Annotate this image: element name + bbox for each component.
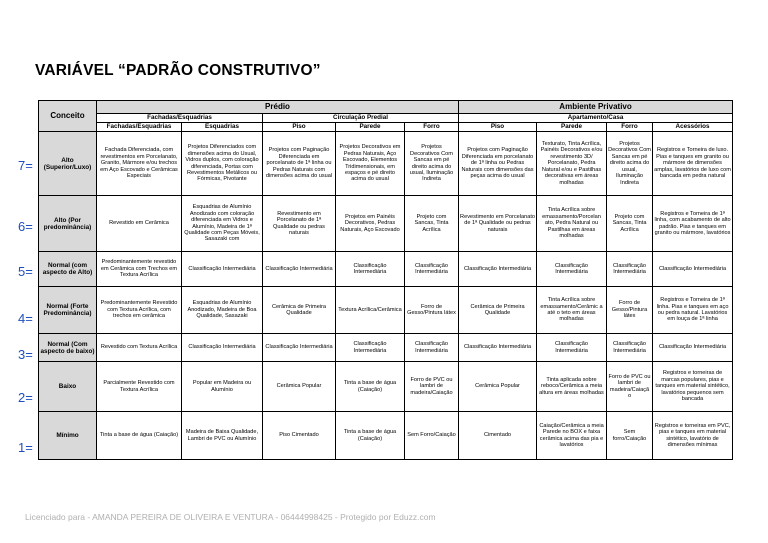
table-cell: Tinta a base de água (Caiação) bbox=[336, 362, 405, 412]
table-cell: Registros e Torneira de luxo. Pias e tanques em granito ou mármore de dimensões amplas, lavatórios de luxo com bancada em pedra natural bbox=[653, 132, 733, 196]
table-cell: Registros e torneiras de marcas populares, pias e tanques em material sintético, lavatórios pequenos sem bancada bbox=[653, 362, 733, 412]
table-cell: Revestimento em Porcelanato de 1ª Qualidade ou pedras naturais bbox=[263, 196, 336, 252]
table-row bbox=[39, 287, 733, 334]
rating-marker: 4= bbox=[18, 311, 33, 326]
table-cell: Tinta Acrílica sobre emassamento/Cerâmic a até o teto em áreas molhadas bbox=[537, 287, 607, 334]
table-row bbox=[39, 362, 733, 412]
table-cell: Parcialmente Revestido com Textura Acrílica bbox=[97, 362, 182, 412]
table-cell: Classificação Intermediária bbox=[607, 334, 653, 362]
table-cell: Projetos Decorativos Com Sancas em pé direito acima do usual, Iluminação Indireta bbox=[405, 132, 459, 196]
table-cell: Classificação Intermediária bbox=[653, 334, 733, 362]
table-cell: Projetos Diferenciados com dimensões acima do Usual, Vidros duplos, com coloração diferenciada, Portas com Revestimentos Metálicos ou Fórmicas, Pivotante bbox=[182, 132, 263, 196]
table-cell: Sem Forro/Caiação bbox=[405, 412, 459, 460]
table-cell: Registros e torneiras em PVC, pias e tanques em material sintético, lavatório de dimensões mínimas bbox=[653, 412, 733, 460]
row-label: Normal (Com aspecto de baixo) bbox=[39, 334, 97, 362]
table-cell: Cerâmica de Primeira Qualidade bbox=[459, 287, 537, 334]
apartamento-group-header: Apartamento/Casa bbox=[459, 114, 733, 123]
row-label: Normal (Forte Predominância) bbox=[39, 287, 97, 334]
table-cell: Revestido em Cerâmica bbox=[97, 196, 182, 252]
table-cell: Madeira de Baixa Qualidade, Lambri de PVC ou Alumínio bbox=[182, 412, 263, 460]
column-header: Piso bbox=[263, 123, 336, 132]
table-cell: Textura Acrílica/Cerâmica bbox=[336, 287, 405, 334]
table-cell: Classificação Intermediária bbox=[653, 252, 733, 287]
table-cell: Forro de Gesso/Pintura látex bbox=[607, 287, 653, 334]
table-cell: Classificação Intermediária bbox=[459, 252, 537, 287]
table-cell: Cimentado bbox=[459, 412, 537, 460]
table-cell: Classificação Intermediária bbox=[459, 334, 537, 362]
table-cell: Projetos Decorativos em Pedras Naturais, Aço Escovado, Elementos Tridimensionais, em espaços e pé direito acima do usual bbox=[336, 132, 405, 196]
table-cell: Sem forro/Caiação bbox=[607, 412, 653, 460]
table-cell: Classificação Intermediária bbox=[607, 252, 653, 287]
column-header: Acessórios bbox=[653, 123, 733, 132]
license-footer: Licenciado para - AMANDA PEREIRA DE OLIVEIRA E VENTURA - 06444998425 - Protegido por Eduzz.com bbox=[25, 512, 436, 522]
ambiente-header: Ambiente Privativo bbox=[459, 101, 733, 114]
table-cell: Forro de PVC ou lambri de madeira/Caiaçã o bbox=[607, 362, 653, 412]
column-header: Forro bbox=[405, 123, 459, 132]
table-cell: Popular em Madeira ou Alumínio bbox=[182, 362, 263, 412]
row-label: Alto (Por predominância) bbox=[39, 196, 97, 252]
table-cell: Fachada Diferenciada, com revestimentos em Porcelanato, Granito, Mármore e/ou trechos em Aço Escovado e Cerâmicas Especiais bbox=[97, 132, 182, 196]
rating-marker: 3= bbox=[18, 347, 33, 362]
table-cell: Projeto com Sancas, Tinta Acrílica bbox=[607, 196, 653, 252]
table-cell: Revestimento em Porcelanato de 1ª Qualidade ou pedras naturais bbox=[459, 196, 537, 252]
table-cell: Classificação Intermediária bbox=[405, 334, 459, 362]
table-row bbox=[39, 334, 733, 362]
table-cell: Cerâmica Popular bbox=[263, 362, 336, 412]
table-cell: Predominantemente Revestido com Textura Acrílica, com trechos em cerâmica bbox=[97, 287, 182, 334]
conceito-header: Conceito bbox=[39, 101, 97, 132]
row-label: Alto (Superior/Luxo) bbox=[39, 132, 97, 196]
column-header: Parede bbox=[336, 123, 405, 132]
column-header: Fachadas/Esquadrias bbox=[97, 123, 182, 132]
table-cell: Esquadrias de Alumínio Anodizado com coloração diferenciada em Vidros e Alumínio, Madeira de 1ª Qualidade com Peças Móveis, Sasazaki com bbox=[182, 196, 263, 252]
table-cell: Projetos com Paginação Diferenciada em porcelanato de 1ª linha ou Pedras Naturais com dimensões acima do usual bbox=[263, 132, 336, 196]
rating-marker: 7= bbox=[18, 158, 33, 173]
table-row bbox=[39, 252, 733, 287]
table-cell: Projetos com Paginação Diferenciada em porcelanato de 1ª linha ou Pedras Naturais com dimensões das peças acima do usual bbox=[459, 132, 537, 196]
table-cell: Classificação Intermediária bbox=[182, 334, 263, 362]
table-cell: Tinta a base de água (Caiação) bbox=[336, 412, 405, 460]
table-cell: Cerâmica Popular bbox=[459, 362, 537, 412]
rating-marker: 6= bbox=[18, 219, 33, 234]
table-cell: Classificação Intermediária bbox=[537, 252, 607, 287]
table-cell: Tinta a base de água (Caiação) bbox=[97, 412, 182, 460]
table-row bbox=[39, 132, 733, 196]
table-cell: Projeto com Sancas, Tinta Acrílica bbox=[405, 196, 459, 252]
column-header: Piso bbox=[459, 123, 537, 132]
table-cell: Classificação Intermediária bbox=[182, 252, 263, 287]
table-cell: Texturato, Tinta Acrílica, Painéis Decorativos e/ou revestimento 3D/ Porcelanato, Pedra Natural e/ou e Pastilhas decorativas em áreas molhadas bbox=[537, 132, 607, 196]
table-cell: Classificação Intermediária bbox=[263, 334, 336, 362]
table-cell: Piso Cimentado bbox=[263, 412, 336, 460]
rating-marker: 1= bbox=[18, 440, 33, 455]
table-cell: Revestido com Textura Acrílica bbox=[97, 334, 182, 362]
table-cell: Classificação Intermediária bbox=[336, 334, 405, 362]
table-cell: Classificação Intermediária bbox=[405, 252, 459, 287]
table-cell: Registros e Torneira de 1ª linha, com acabamento de alto padrão. Pias e tanques em granito ou mármore, lavatórios bbox=[653, 196, 733, 252]
row-label: Baixo bbox=[39, 362, 97, 412]
page-title: VARIÁVEL “PADRÃO CONSTRUTIVO” bbox=[35, 62, 321, 79]
predio-header: Prédio bbox=[97, 101, 459, 114]
table-cell: Projetos Decorativos Com Sancas em pé direito acima do usual, Iluminação Indireta bbox=[607, 132, 653, 196]
table-cell: Classificação Intermediária bbox=[336, 252, 405, 287]
table-cell: Tinta aplicada sobre reboco/Cerâmica a meia altura em áreas molhadas bbox=[537, 362, 607, 412]
row-label: Mínimo bbox=[39, 412, 97, 460]
rating-marker: 2= bbox=[18, 390, 33, 405]
fachadas-group-header: Fachadas/Esquadrias bbox=[97, 114, 263, 123]
table-cell: Classificação Intermediária bbox=[263, 252, 336, 287]
column-header: Esquadrias bbox=[182, 123, 263, 132]
circulacao-group-header: Circulação Predial bbox=[263, 114, 459, 123]
table-cell: Projetos em Painéis Decorativos, Pedras Naturais, Aço Escovado bbox=[336, 196, 405, 252]
table-cell: Classificação Intermediária bbox=[537, 334, 607, 362]
table-row bbox=[39, 412, 733, 460]
table-cell: Registros e Torneira de 1ª linha. Pias e tanques em aço ou pedra natural. Lavatórios em louça de 1ª linha bbox=[653, 287, 733, 334]
column-header: Forro bbox=[607, 123, 653, 132]
table-cell: Caiação/Cerâmica a meia Parede no BOX e faixa cerâmica acima das pia e lavatórios bbox=[537, 412, 607, 460]
table-cell: Forro de PVC ou lambri de madeira/Caiação bbox=[405, 362, 459, 412]
table-cell: Predominantemente revestido em Cerâmica com Trechos em Textura Acrílica bbox=[97, 252, 182, 287]
table-cell: Tinta Acrílica sobre emassamento/Porcelan ato, Pedra Natural ou Pastilhas em áreas molhadas bbox=[537, 196, 607, 252]
padrao-construtivo-table bbox=[38, 100, 733, 460]
row-label: Normal (com aspecto de Alto) bbox=[39, 252, 97, 287]
table-cell: Cerâmica de Primeira Qualidade bbox=[263, 287, 336, 334]
rating-marker: 5= bbox=[18, 264, 33, 279]
table-cell: Forro de Gesso/Pintura látex bbox=[405, 287, 459, 334]
column-header: Parede bbox=[537, 123, 607, 132]
table-cell: Esquadrias de Alumínio Anodizado, Madeira de Boa Qualidade, Sasazaki bbox=[182, 287, 263, 334]
table-row bbox=[39, 196, 733, 252]
